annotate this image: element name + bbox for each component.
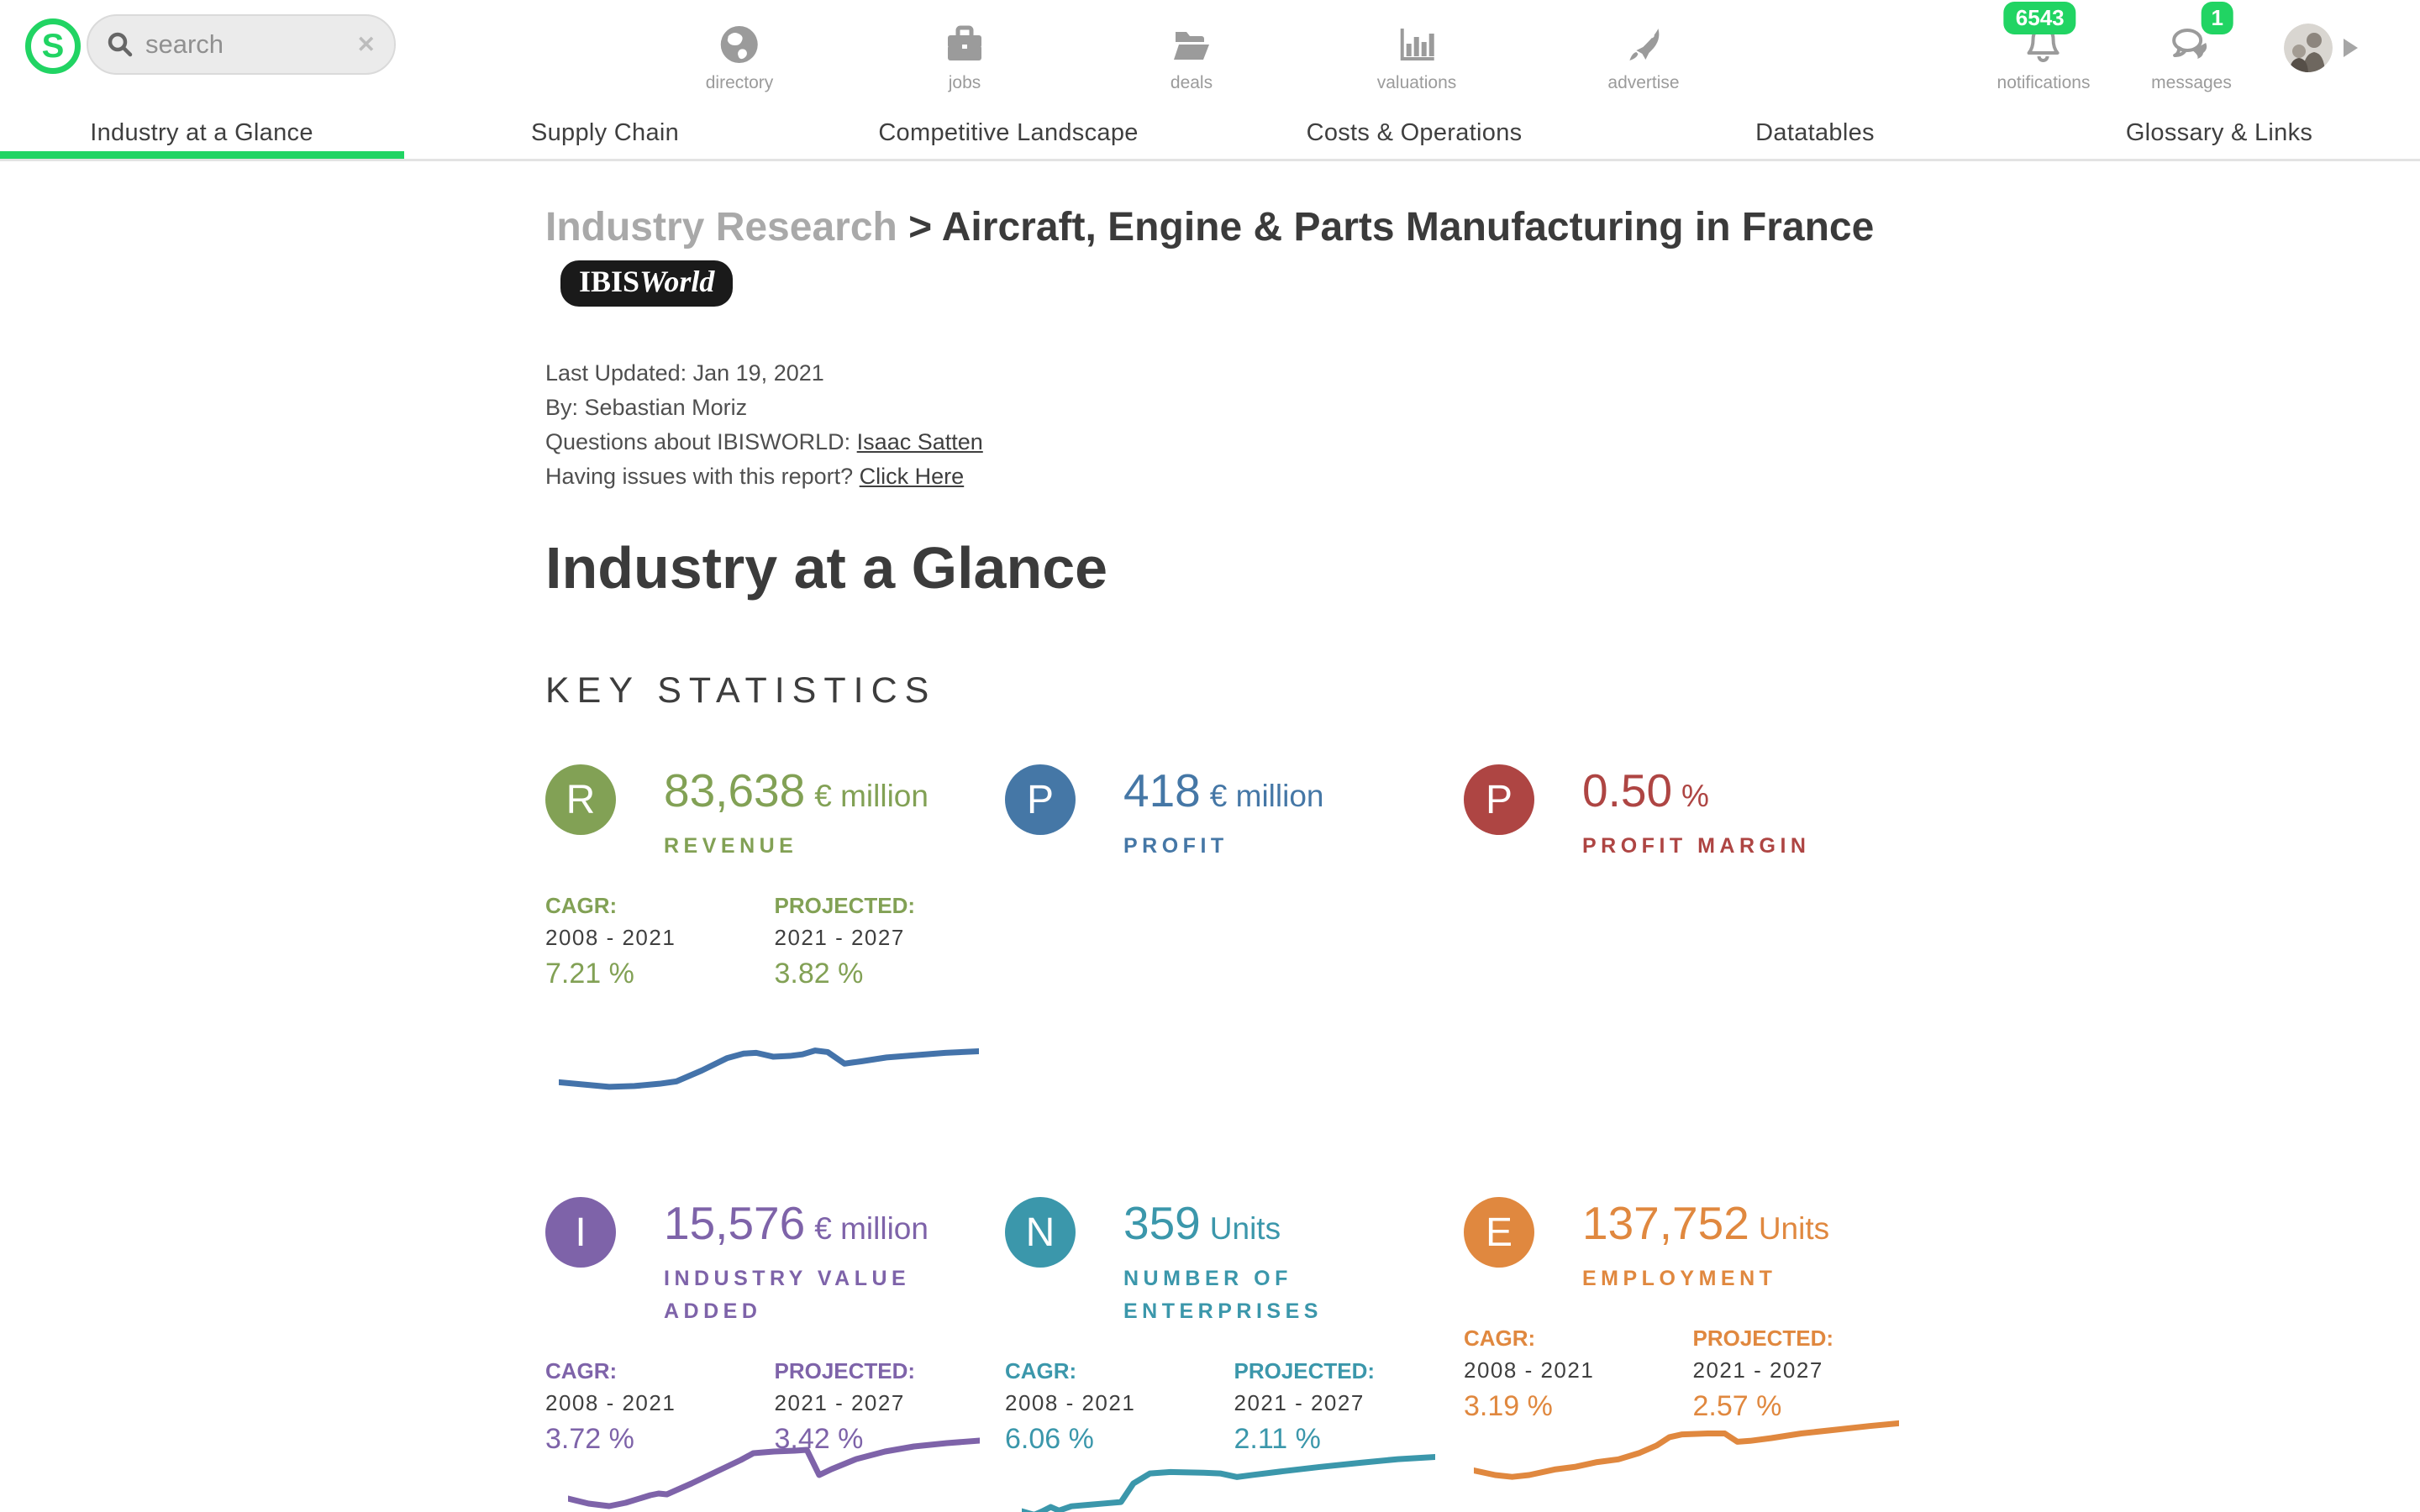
tab-competitive-landscape[interactable]: Competitive Landscape [878,119,1139,146]
search-icon [107,31,134,58]
app-logo[interactable] [25,18,81,74]
profit-margin-value: 0.50 [1582,764,1673,816]
revenue-cagr: CAGR: 2008 - 2021 7.21 % [545,893,676,990]
nav-item-messages[interactable] [2151,5,2232,93]
stat-card-employment [1464,1193,1922,1425]
rocket-icon [1621,22,1666,67]
issues-line [545,459,983,494]
profit-circle-icon: P [1005,764,1076,835]
employment-label: EMPLOYMENT [1582,1267,1777,1290]
enterprises-label: NUMBER OF ENTERPRISES [1123,1267,1323,1323]
employment-unit: Units [1758,1211,1830,1246]
issues-label: Having issues with this report? [545,464,860,489]
enterprises-sparkline [1022,1441,1435,1512]
revenue-label: REVENUE [664,834,798,858]
tab-datatables[interactable]: Datatables [1755,119,1875,146]
nav-label-valuations: valuations [1376,73,1457,92]
search-bar[interactable] [87,14,396,75]
nav-item-deals[interactable] [1169,22,1214,93]
employment-value: 137,752 [1582,1197,1749,1249]
iva-cagr: CAGR: 2008 - 2021 3.72 % [545,1358,676,1455]
search-input[interactable] [145,29,356,60]
nav-item-advertise[interactable] [1607,22,1679,93]
employment-circle-icon: E [1464,1197,1534,1268]
profit-label: PROFIT [1123,834,1228,858]
ibisworld-logo: IBIS World [560,260,733,307]
nav-item-valuations[interactable] [1377,22,1457,93]
report-issues-link[interactable]: Click Here [859,464,965,489]
enterprises-cagr: CAGR: 2008 - 2021 6.06 % [1005,1358,1136,1455]
avatar-photo [2284,24,2333,72]
clear-search-icon[interactable]: ✕ [356,31,376,57]
bar-chart-icon [1394,22,1439,67]
page-title: Industry at a Glance [545,535,1108,601]
iva-projected: PROJECTED: 2021 - 2027 3.42 % [774,1358,916,1455]
nav-label-messages: messages [2151,73,2232,92]
nav-label-deals: deals [1170,73,1213,92]
revenue-value: 83,638 [664,764,806,816]
messages-count-badge: 1 [2202,2,2233,34]
profit-margin-label: PROFIT MARGIN [1582,834,1811,858]
employment-sparkline [1474,1420,1899,1512]
nav-item-directory[interactable] [706,22,774,93]
iva-value: 15,576 [664,1197,806,1249]
revenue-unit: € million [814,779,929,813]
stat-card-profit-margin [1464,760,1922,863]
globe-icon [717,22,762,67]
profit-margin-circle-icon: P [1464,764,1534,835]
folder-icon [1169,22,1214,67]
avatar[interactable] [2284,24,2333,72]
breadcrumb-separator: > [908,205,933,249]
enterprises-value: 359 [1123,1197,1201,1249]
nav-label-advertise: advertise [1607,73,1680,92]
tab-costs-and-operations[interactable]: Costs & Operations [1306,119,1523,146]
breadcrumb-industry-research[interactable]: Industry Research [545,205,897,249]
profit-value: 418 [1123,764,1201,816]
revenue-circle-icon: R [545,764,616,835]
iva-circle-icon: I [545,1197,616,1268]
expand-menu-caret-icon[interactable] [2344,39,2358,57]
iva-label: INDUSTRY VALUE ADDED [664,1267,911,1323]
briefcase-icon [942,22,987,67]
enterprises-circle-icon: N [1005,1197,1076,1268]
profit-unit: € million [1209,779,1324,813]
tab-industry-at-a-glance[interactable]: Industry at a Glance [90,119,313,146]
profit-margin-unit: % [1681,779,1709,813]
revenue-sparkline [559,1027,979,1105]
last-updated: Last Updated: Jan 19, 2021 [545,360,824,386]
analyst-contact-link[interactable]: Isaac Satten [856,429,983,454]
stat-card-industry-value-added [545,1193,1003,1458]
notifications-count-badge: 6543 [2004,2,2076,34]
iva-unit: € million [814,1211,929,1246]
report-tab-bar [0,99,2420,161]
stat-card-revenue [545,760,1003,993]
nav-item-notifications[interactable] [1996,5,2091,93]
app-logo-letter: S [41,27,65,65]
nav-label-directory: directory [705,73,774,92]
questions-line [545,425,983,459]
stat-card-profit [1005,760,1463,863]
tab-supply-chain[interactable]: Supply Chain [530,119,680,146]
questions-label: Questions about IBISWORLD: [545,429,857,454]
nav-item-jobs[interactable] [942,22,987,93]
employment-cagr: CAGR: 2008 - 2021 3.19 % [1464,1326,1595,1422]
revenue-projected: PROJECTED: 2021 - 2027 3.82 % [774,893,916,990]
enterprises-projected: PROJECTED: 2021 - 2027 2.11 % [1234,1358,1376,1455]
employment-projected: PROJECTED: 2021 - 2027 2.57 % [1692,1326,1834,1422]
key-statistics-heading: KEY STATISTICS [545,670,937,711]
nav-label-notifications: notifications [1996,73,2091,92]
nav-label-jobs: jobs [948,73,981,92]
stat-card-enterprises [1005,1193,1463,1458]
tab-glossary-and-links[interactable]: Glossary & Links [2125,119,2313,146]
top-navigation-bar [0,0,2420,99]
report-title-text: Aircraft, Engine & Parts Manufacturing in France [941,205,1875,249]
report-title [545,198,1881,316]
iva-sparkline [568,1428,980,1512]
enterprises-unit: Units [1209,1211,1281,1246]
author: By: Sebastian Moriz [545,395,748,420]
report-meta [545,356,983,494]
active-tab-underline [0,151,404,159]
